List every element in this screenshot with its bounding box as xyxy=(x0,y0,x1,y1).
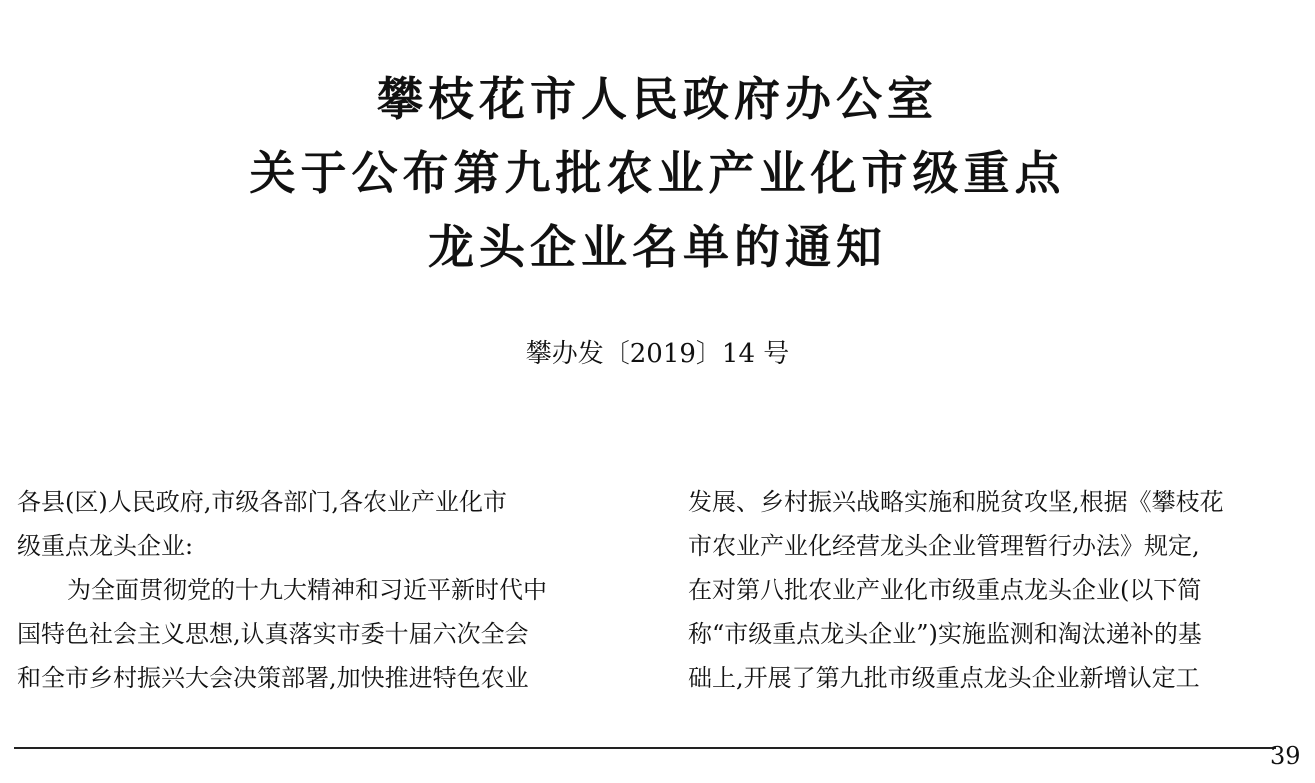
footer-rule xyxy=(14,747,1276,749)
document-title xyxy=(0,62,1315,284)
body-line: 各县(区)人民政府,市级各部门,各农业产业化市 xyxy=(17,488,507,516)
body-left-column xyxy=(17,480,629,700)
body-line: 国特色社会主义思想,认真落实市委十届六次全会 xyxy=(17,620,529,648)
body-right-column xyxy=(688,480,1300,700)
body-line: 市农业产业化经营龙头企业管理暂行办法》规定, xyxy=(688,532,1200,560)
body-line: 在对第八批农业产业化市级重点龙头企业(以下简 xyxy=(688,576,1202,604)
page-number: 39 xyxy=(1270,742,1301,770)
body-line: 级重点龙头企业: xyxy=(17,532,194,560)
title-line-1: 攀枝花市人民政府办公室 xyxy=(377,72,938,126)
body-line: 称“市级重点龙头企业”)实施监测和淘汰递补的基 xyxy=(688,620,1202,648)
document-number: 攀办发〔2019〕14 号 xyxy=(525,339,790,369)
body-line: 为全面贯彻党的十九大精神和习近平新时代中 xyxy=(67,576,547,604)
body-line: 础上,开展了第九批市级重点龙头企业新增认定工 xyxy=(688,664,1200,692)
title-line-3: 龙头企业名单的通知 xyxy=(428,220,887,274)
body-line: 和全市乡村振兴大会决策部署,加快推进特色农业 xyxy=(17,664,529,692)
title-line-2: 关于公布第九批农业产业化市级重点 xyxy=(249,146,1066,200)
body-line: 发展、乡村振兴战略实施和脱贫攻坚,根据《攀枝花 xyxy=(688,488,1224,516)
